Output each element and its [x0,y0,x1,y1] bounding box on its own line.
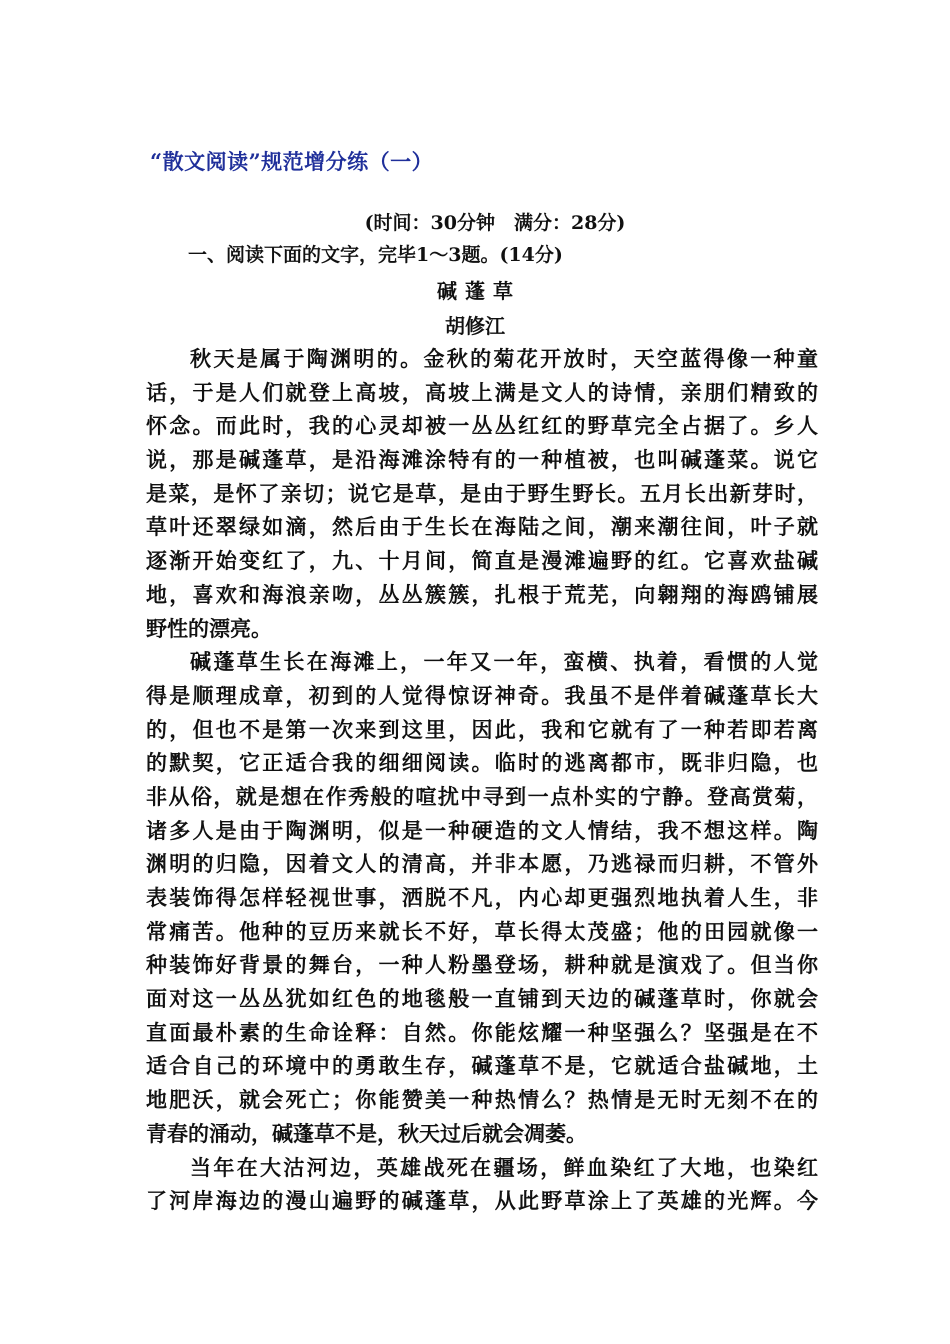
body-line: 地，喜欢和海浪亲吻，丛丛簇簇，扎根于荒芜，向翱翔的海鸥铺展 [146,581,818,607]
time-and-score-info: (时间：30分钟 满分：28分) [364,212,626,234]
body-line: 的默契，它正适合我的细细阅读。临时的逃离都市，既非归隐，也 [146,750,818,776]
body-line: 是菜，是怀了亲切；说它是草，是由于野生野长。五月长出新芽时， [146,480,818,506]
body-line: 地肥沃，就会死亡；你能赞美一种热情么？热情是无时无刻不在的 [146,1087,818,1113]
document-title: “散文阅读”规范增分练（一） [150,149,434,174]
body-line: 当年在大沽河边，英雄战死在疆场，鲜血染红了大地，也染红 [190,1154,818,1180]
body-line: 表装饰得怎样轻视世事，洒脱不凡，内心却更强烈地执着人生，非 [146,885,818,910]
body-line: 诸多人是由于陶渊明，似是一种硬造的文人情结，我不想这样。陶 [146,817,818,843]
body-line: 说，那是碱蓬草，是沿海滩涂特有的一种植被，也叫碱蓬菜。说它 [146,447,818,473]
body-line: 面对这一丛丛犹如红色的地毯般一直铺到天边的碱蓬草时，你就会 [146,986,818,1012]
essay-author: 胡修江 [445,314,505,338]
body-line: 得是顺理成章，初到的人觉得惊讶神奇。我虽不是伴着碱蓬草长大 [146,682,818,708]
body-line: 适合自己的环境中的勇敢生存，碱蓬草不是，它就适合盐碱地，土 [146,1053,818,1079]
body-line: 种装饰好背景的舞台，一种人粉墨登场，耕种就是演戏了。但当你 [146,952,818,978]
body-line: 渊明的归隐，因着文人的清高，并非本愿，乃逃禄而归耕，不管外 [146,851,818,877]
body-line: 秋天是属于陶渊明的。金秋的菊花开放时，天空蓝得像一种童 [190,346,818,371]
body-line: 青春的涌动，碱蓬草不是，秋天过后就会凋萎。 [146,1120,587,1146]
body-line: 逐渐开始变红了，九、十月间，简直是漫滩遍野的红。它喜欢盐碱 [146,548,818,574]
body-line: 了河岸海边的漫山遍野的碱蓬草，从此野草涂上了英雄的光辉。今 [146,1188,818,1214]
body-line: 话，于是人们就登上高坡，高坡上满是文人的诗情，亲朋们精致的 [146,379,818,405]
essay-body [146,342,818,1218]
body-line: 碱蓬草生长在海滩上，一年又一年，蛮横、执着，看惯的人觉 [190,649,818,675]
question-instruction: 一、阅读下面的文字，完毕1～3题。(14分) [188,244,563,266]
essay-title: 碱蓬草 [437,279,521,303]
body-line: 直面最朴素的生命诠释：自然。你能炫耀一种坚强么？坚强是在不 [146,1019,818,1045]
body-line: 怀念。而此时，我的心灵却被一丛丛红红的野草完全占据了。乡人 [146,413,818,439]
body-line: 常痛苦。他种的豆历来就长不好，草长得太茂盛；他的田园就像一 [146,918,818,944]
body-line: 非从俗，就是想在作秀般的喧扰中寻到一点朴实的宁静。登高赏菊， [146,783,818,809]
body-line: 的，但也不是第一次来到这里，因此，我和它就有了一种若即若离 [146,716,818,742]
body-line: 草叶还翠绿如滴，然后由于生长在海陆之间，潮来潮往间，叶子就 [146,514,818,540]
body-line: 野性的漂亮。 [146,615,272,641]
